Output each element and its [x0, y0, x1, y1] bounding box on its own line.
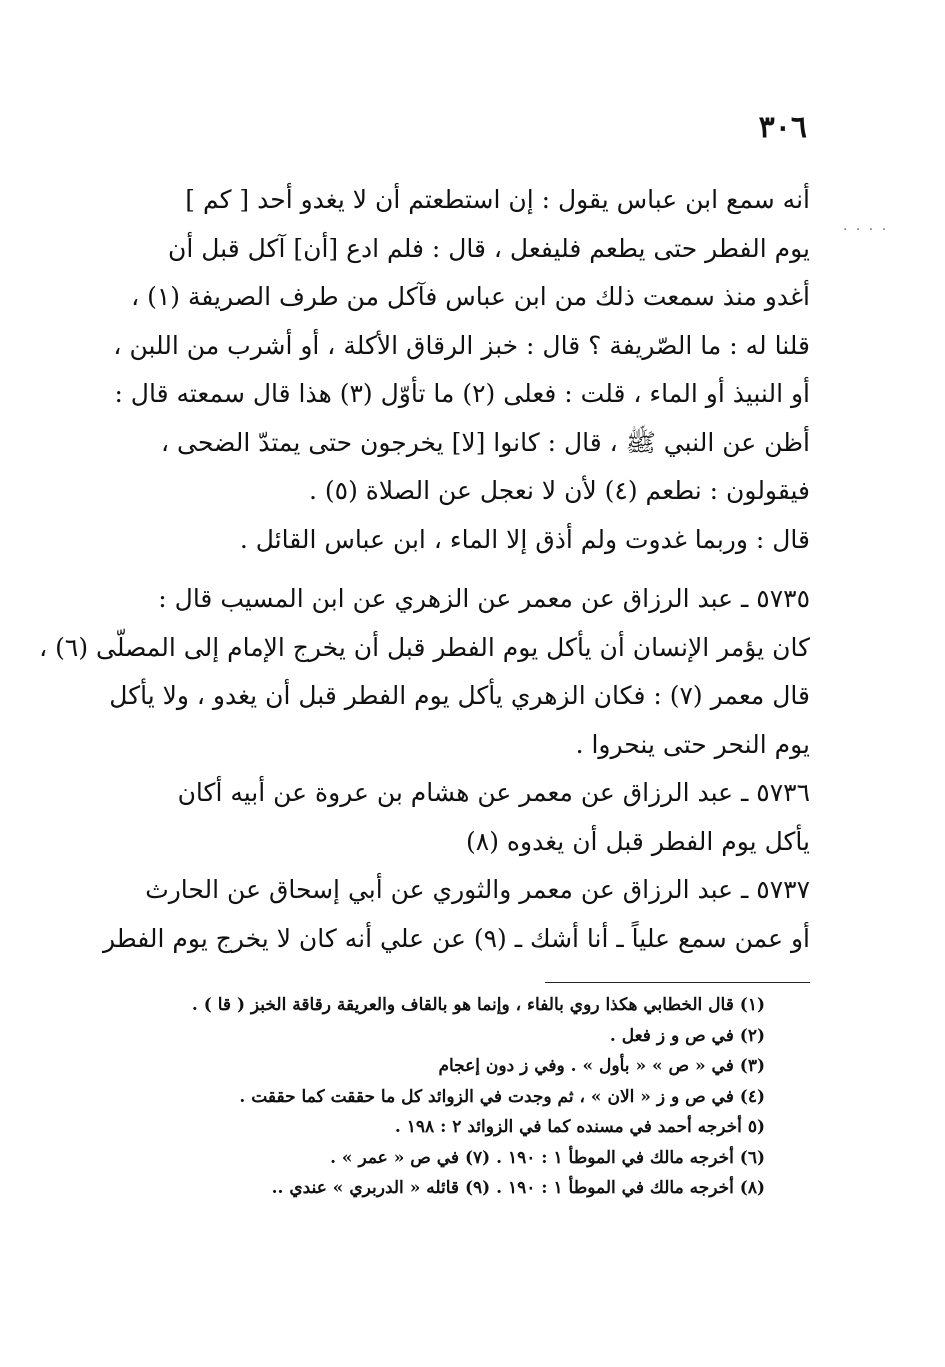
text-line: أظن عن النبي ﷺ ، قال : كانوا [لا] يخرجون حتى يمتدّ الضحى ، — [161, 427, 810, 457]
text-line: قال معمر (٧) : فكان الزهري يأكل يوم الفطر قبل أن يغدو ، ولا يأكل — [109, 681, 810, 710]
hadith-5737-line: ٥٧٣٧ ـ عبد الرزاق عن معمر والثوري عن أبي إسحاق عن الحارث — [145, 875, 810, 904]
text-line: كان يؤمر الإنسان أن يأكل يوم الفطر قبل أن يخرج الإمام إلى المصلّى (٦) ، — [39, 632, 810, 662]
text-line: أو النبيذ أو الماء ، قلت : فعلى (٢) ما تأوّل (٣) هذا قال سمعته قال : — [114, 379, 810, 408]
text-line: فيقولون : نطعم (٤) لأن لا نعجل عن الصلاة (٥) . — [308, 476, 810, 505]
main-text — [39, 176, 810, 963]
text-line: قال : وربما غدوت ولم أذق إلا الماء ، ابن عباس القائل . — [239, 524, 810, 554]
page-number: ٣٠٦ — [758, 110, 807, 145]
text-line: يأكل يوم الفطر قبل أن يغدوه (٨) — [466, 826, 810, 856]
footnote: (٢) في ص و ز فعل . — [609, 1025, 765, 1046]
text-line: يوم الفطر حتى يطعم فليفعل ، قال : فلم ادع [أن] آكل قبل أن — [168, 233, 810, 263]
footnote: (٨) أخرجه مالك في الموطأ ١ : ١٩٠ . (٩) قائله « الدربري » عندي .. — [271, 1178, 765, 1198]
text-line: أغدو منذ سمعت ذلك من ابن عباس فآكل من طرف الصريفة (١) ، — [131, 282, 810, 311]
footnote: (٤) في ص و ز « الان » ، ثم وجدت في الزوائد كل ما حققت كما حققت . — [239, 1086, 765, 1107]
hadith-5735-line: ٥٧٣٥ ـ عبد الرزاق عن معمر عن الزهري عن ابن المسيب قال : — [158, 584, 810, 613]
hadith-5736-line: ٥٧٣٦ ـ عبد الرزاق عن معمر عن هشام بن عروة عن أبيه أكان — [177, 778, 810, 807]
footnote: (٦) أخرجه مالك في الموطأ ١ : ١٩٠ . (٧) في ص « عمر » . — [330, 1147, 765, 1168]
footnote-separator — [545, 982, 810, 984]
footnote: (٣) في « ص » « بأول » . وفي ز دون إعجام — [438, 1056, 765, 1076]
footnotes — [135, 990, 765, 1204]
footnote: (١) قال الخطابي هكذا روي بالفاء ، وإنما هو بالقاف والعريقة رقاقة الخبز ( قا ) . — [191, 995, 765, 1015]
margin-dots: · · · · — [843, 222, 889, 238]
text-line: قلنا له : ما الصّريفة ؟ قال : خبز الرقاق الأكلة ، أو أشرب من اللبن ، — [113, 330, 810, 360]
text-line: أو عمن سمع علياً ـ أنا أشك ـ (٩) عن علي أنه كان لا يخرج يوم الفطر — [102, 923, 810, 953]
footnote: (٥ أخرجه أحمد في مسنده كما في الزوائد ٢ : ١٩٨ . — [394, 1117, 765, 1137]
text-line: أنه سمع ابن عباس يقول : إن استطعتم أن لا يغدو أحد [ كم ] — [185, 185, 810, 214]
text-line: يوم النحر حتى ينحروا . — [575, 729, 810, 759]
